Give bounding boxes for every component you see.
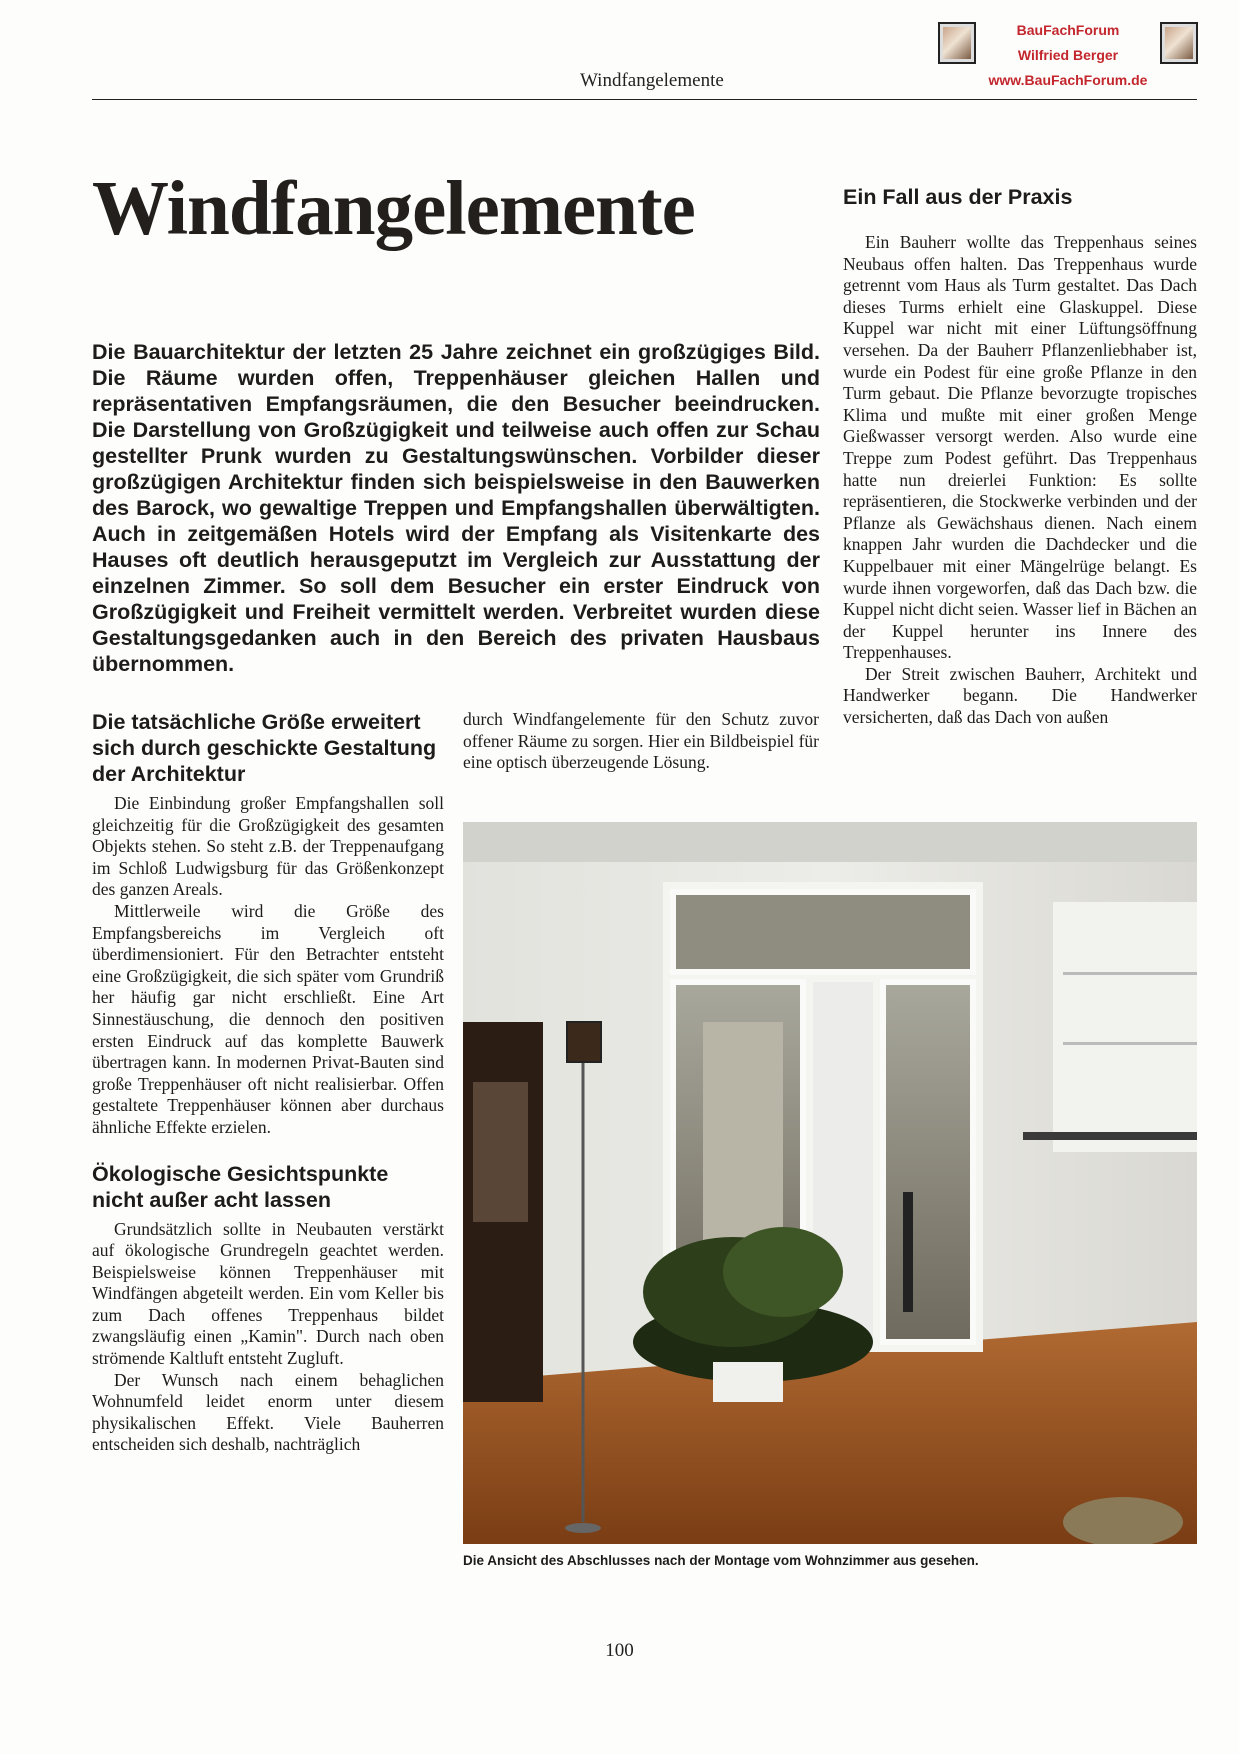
stamp-url: www.BauFachForum.de bbox=[988, 72, 1148, 88]
photo-caption: Die Ansicht des Abschlusses nach der Montage vom Wohnzimmer aus gesehen. bbox=[463, 1553, 979, 1568]
bau-fach-forum-stamp bbox=[938, 14, 1198, 98]
section-heading-practice: Ein Fall aus der Praxis bbox=[843, 185, 1073, 209]
paragraph: Grundsätzlich sollte in Neubauten verstärkt auf ökologische Grundregeln geachtet werden. Beispielsweise können Treppenhäuser mit Windfängen abgeteilt werden. Ein vom Keller bis zum Dach offenes Treppenhaus bildet zwangsläufig einen „Kamin". Durch nach oben strömende Kaltluft entsteht Zugluft. bbox=[92, 1218, 444, 1369]
article-title: Windfangelemente bbox=[92, 165, 695, 251]
column-right bbox=[843, 232, 1197, 729]
paragraph: Der Streit zwischen Bauherr, Architekt und Handwerker begann. Die Handwerker versicherten, daß das Dach von außen bbox=[843, 663, 1197, 728]
paragraph: Ein Bauherr wollte das Treppenhaus seines Neubaus offen halten. Das Treppenhaus wurde getrennt vom Haus als Turm gestaltet. Das Dach dieses Turms erhielt eine Glaskuppel. Diese Kuppel war nicht mit einer Lüftungsöffnung versehen. Da der Bauherr Pflanzenliebhaber ist, wurde ein Podest für eine große Pflanze in den Turm gebaut. Die Pflanze bevorzugte tropisches Klima und mußte mit einer großen Menge Gießwasser versorgt werden. Also wurde eine Treppe zum Podest geführt. Das Treppenhaus hatte nun dreierlei Funktion: Es sollte repräsentieren, die Stockwerke verbinden und der Pflanze als Gewächshaus dienen. Nach einem knappen Jahr wurden die Dachdecker und die Kuppelbauer mit einer Mängelrüge belangt. Es wurde ihnen vorgeworfen, daß das Dach bzw. die Kuppel nicht dicht seien. Wasser lief in Bächen an der Kuppel herunter ins Innere des Treppenhauses. bbox=[843, 232, 1197, 663]
paragraph: Der Wunsch nach einem behaglichen Wohnumfeld leidet enorm unter diesem physikalischen Effekt. Viele Bauherren entscheiden sich deshalb, nachträglich bbox=[92, 1369, 444, 1455]
paragraph: durch Windfangelemente für den Schutz zuvor offener Räume zu sorgen. Hier ein Bildbeispiel für eine optisch überzeugende Lösung. bbox=[463, 709, 819, 773]
column-left bbox=[92, 709, 444, 1456]
stamp-author: Wilfried Berger bbox=[1017, 47, 1119, 63]
article-lead: Die Bauarchitektur der letzten 25 Jahre zeichnet ein großzügiges Bild. Die Räume wurden offen, Treppenhäuser gleichen Hallen und repräsentativen Empfangsräumen, die den Besucher beeindrucken. Die Darstellung von Großzügigkeit und teilweise auch offen zur Schau gestellter Prunk wurden zu Gestaltungswünschen. Vorbilder dieser großzügigen Architektur finden sich beispielsweise in den Bauwerken des Barock, wo gewaltige Treppen und Empfangshallen überwältigten. Auch in zeitgemäßen Hotels wird der Empfang als Visitenkarte des Hauses oft deutlich herausgeputzt im Vergleich zur Ausstattung der einzelnen Zimmer. So soll dem Besucher ein erster Eindruck von Großzügigkeit und Freiheit vermittelt werden. Verbreitet wurden diese Gestaltungsgedanken auch in den Bereich des privaten Hausbaus übernommen. bbox=[92, 340, 820, 676]
header-rule bbox=[92, 99, 1197, 100]
section-heading-size: Die tatsächliche Größe erweitert sich durch geschickte Gestaltung der Architektur bbox=[92, 710, 437, 786]
page-number: 100 bbox=[605, 1640, 634, 1661]
column-middle bbox=[463, 709, 819, 774]
interior-photo bbox=[463, 822, 1197, 1544]
running-head: Windfangelemente bbox=[580, 70, 724, 91]
stamp-logo-icon bbox=[1160, 22, 1198, 64]
section-heading-ecology: Ökologische Gesichtspunkte nicht außer acht lassen bbox=[92, 1161, 389, 1212]
paragraph: Die Einbindung großer Empfangshallen soll gleichzeitig für die Großzügigkeit des gesamten Objekts stehen. So steht z.B. der Treppenaufgang im Schloß Ludwigsburg für das Größenkonzept des ganzen Areals. bbox=[92, 793, 444, 900]
paragraph: Mittlerweile wird die Größe des Empfangsbereichs im Vergleich oft überdimensioniert. Für den Betrachter entsteht eine Großzügigkeit, die sich später vom Grundriß her häufig gar nicht erschließt. Eine Art Sinnestäuschung, die dennoch den positiven ersten Eindruck auf das komplette Bauwerk übertragen kann. In modernen Privat-Bauten sind große Treppenhäuser oft nicht realisierbar. Offen gestaltete Treppenhäuser können aber durchaus ähnliche Effekte erzielen. bbox=[92, 900, 444, 1137]
stamp-logo-icon bbox=[938, 22, 976, 64]
stamp-brand: BauFachForum bbox=[1016, 22, 1120, 38]
